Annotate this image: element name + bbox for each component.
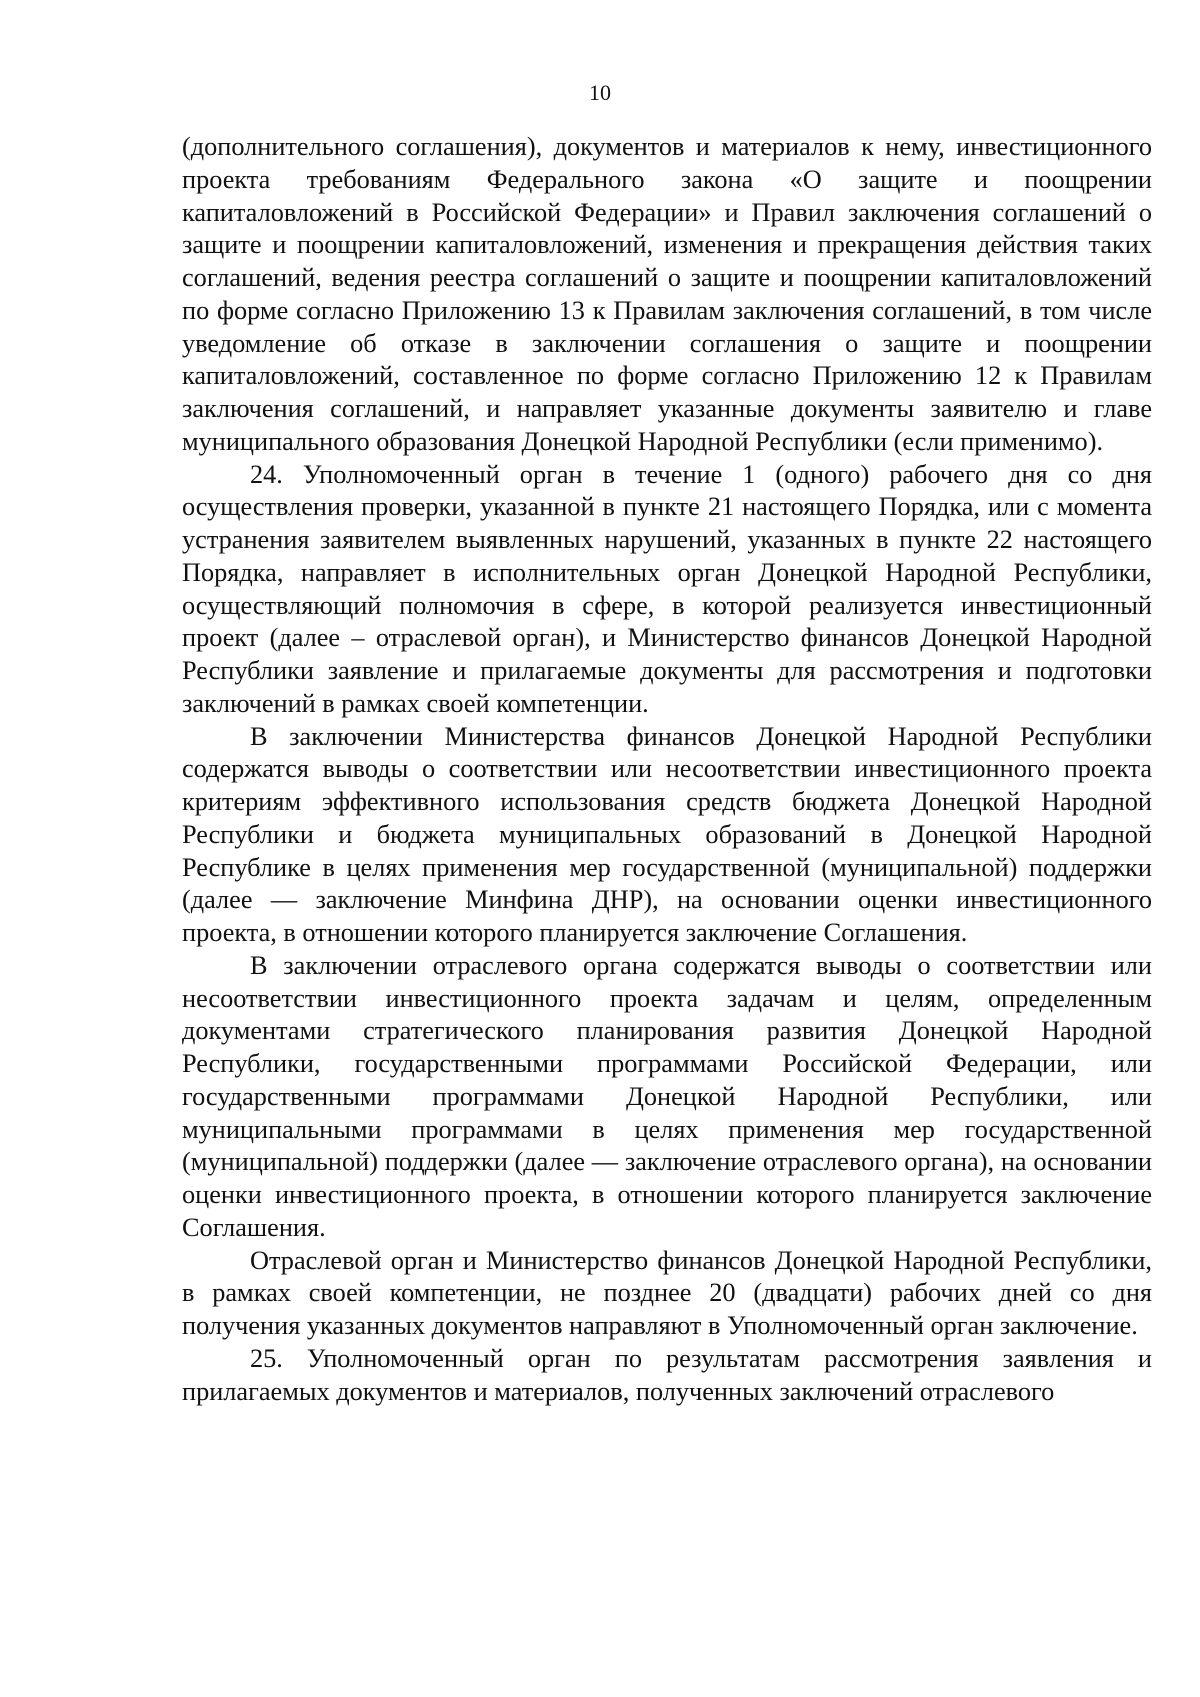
paragraph-item-24: 24. Уполномоченный орган в течение 1 (одного) рабочего дня со дня осуществления проверки, указанной в пункте 21 настоящего Порядка, или с момента устранения заявителем выявленных нарушений, указанных в пункте 22 настоящего Порядка, направляет в исполнительных орган Донецкой Народной Республики, осуществляющий полномочия в сфере, в которой реализуется инвестиционный проект (далее – отраслевой орган), и Министерство финансов Донецкой Народной Республики заявление и прилагаемые документы для рассмотрения и подготовки заключений в рамках своей компетенции. xyxy=(182,459,1152,718)
paragraph-sector-body-conclusion: В заключении отраслевого органа содержатся выводы о соответствии или несоответствии инвестиционного проекта задачам и целям, определенным документами стратегического планирования развития Донецкой Народной Республики, государственными программами Российской Федерации, или государственными программами Донецкой Народной Республики, или муниципальными программами в целях применения мер государственной (муниципальной) поддержки (далее — заключение отраслевого органа), на основании оценки инвестиционного проекта, в отношении которого планируется заключение Соглашения. xyxy=(182,950,1152,1242)
paragraph-deadline: Отраслевой орган и Министерство финансов Донецкой Народной Республики, в рамках своей компетенции, не позднее 20 (двадцати) рабочих дней со дня получения указанных документов направляют в Уполномоченный орган заключение. xyxy=(182,1245,1152,1340)
document-body xyxy=(182,131,1152,1408)
paragraph-item-25: 25. Уполномоченный орган по результатам рассмотрения заявления и прилагаемых документов и материалов, полученных заключений отраслевого xyxy=(182,1343,1152,1406)
paragraph-minfin-conclusion: В заключении Министерства финансов Донецкой Народной Республики содержатся выводы о соответствии или несоответствии инвестиционного проекта критериям эффективного использования средств бюджета Донецкой Народной Республики и бюджета муниципальных образований в Донецкой Народной Республике в целях применения мер государственной (муниципальной) поддержки (далее — заключение Минфина ДНР), на основании оценки инвестиционного проекта, в отношении которого планируется заключение Соглашения. xyxy=(182,721,1152,947)
paragraph-continuation: (дополнительного соглашения), документов и материалов к нему, инвестиционного проекта требованиям Федерального закона «О защите и поощрении капиталовложений в Российской Федерации» и Правил заключения соглашений о защите и поощрении капиталовложений, изменения и прекращения действия таких соглашений, ведения реестра соглашений о защите и поощрении капиталовложений по форме согласно Приложению 13 к Правилам заключения соглашений, в том числе уведомление об отказе в заключении соглашения о защите и поощрении капиталовложений, составленное по форме согласно Приложению 12 к Правилам заключения соглашений, и направляет указанные документы заявителю и главе муниципального образования Донецкой Народной Республики (если применимо). xyxy=(182,132,1152,456)
page-number: 10 xyxy=(589,80,611,105)
